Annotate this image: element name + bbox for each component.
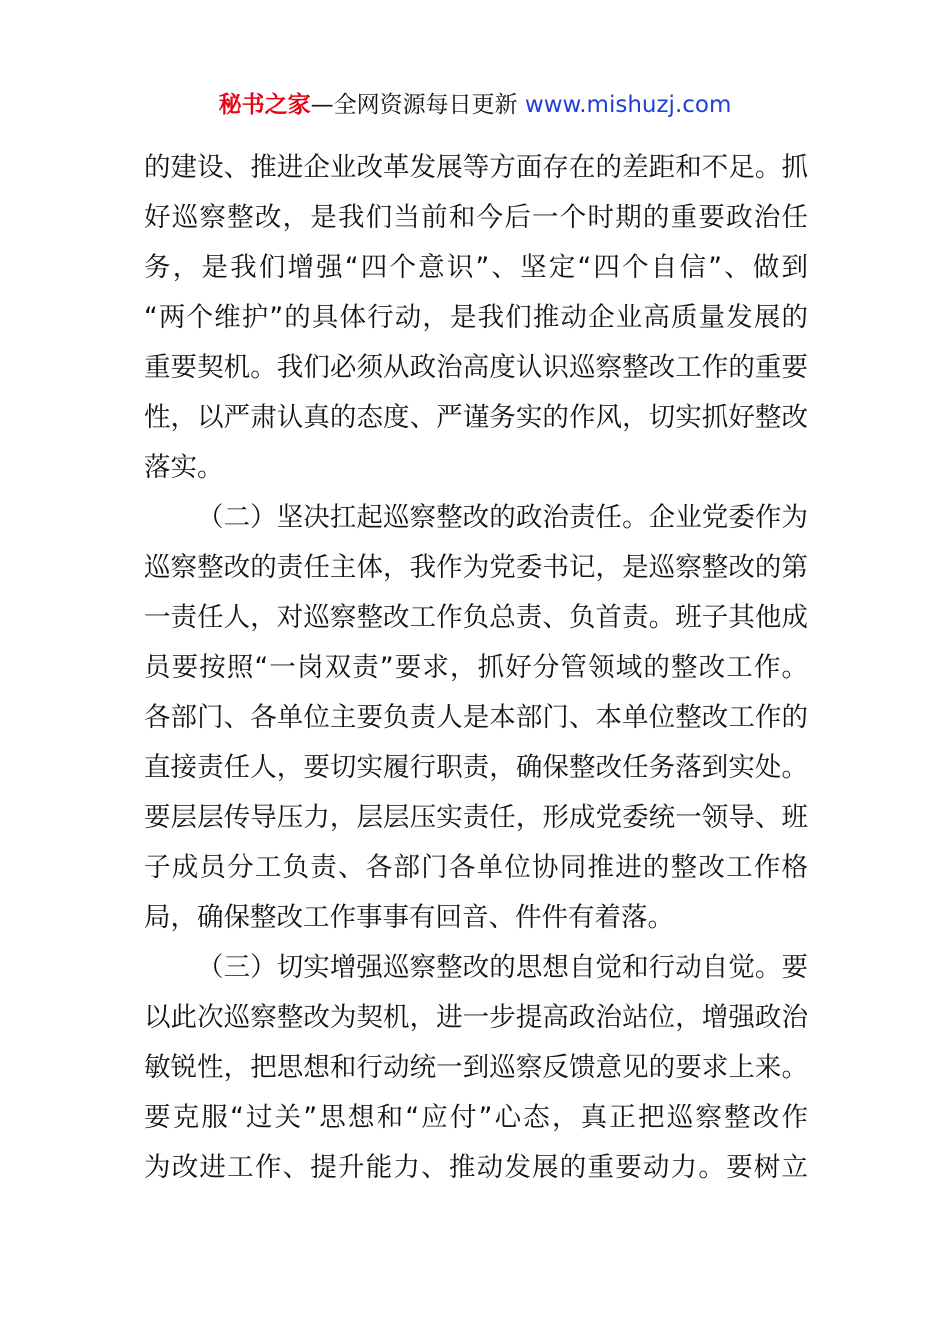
text-line: 员要按照“一岗双责”要求，抓好分管领域的整改工作。 [144, 652, 808, 683]
paragraph-heading-line: （二）坚决扛起巡察整改的政治责任。企业党委作为 [197, 502, 808, 533]
text-line: 好巡察整改，是我们当前和今后一个时期的重要政治任 [144, 202, 808, 233]
text-line: 重要契机。我们必须从政治高度认识巡察整改工作的重要 [144, 352, 808, 383]
text-line: 一责任人，对巡察整改工作负总责、负首责。班子其他成 [144, 602, 808, 633]
text-line: 巡察整改的责任主体，我作为党委书记，是巡察整改的第 [144, 552, 808, 583]
text-line: 以此次巡察整改为契机，进一步提高政治站位，增强政治 [144, 1002, 808, 1033]
site-url-link[interactable]: www.mishuzj.com [524, 92, 732, 118]
document-body [144, 143, 808, 1193]
text-line: 的建设、推进企业改革发展等方面存在的差距和不足。抓 [144, 152, 808, 183]
text-line: 务，是我们增强“四个意识”、坚定“四个自信”、做到 [144, 252, 808, 283]
text-line: 子成员分工负责、各部门各单位协同推进的整改工作格 [144, 852, 808, 883]
text-line: “两个维护”的具体行动，是我们推动企业高质量发展的 [144, 302, 808, 333]
site-header [0, 88, 950, 122]
site-brand: 秘书之家 [218, 92, 311, 118]
text-line: 直接责任人，要切实履行职责，确保整改任务落到实处。 [144, 752, 808, 783]
text-line: 落实。 [144, 452, 224, 483]
text-line: 各部门、各单位主要负责人是本部门、本单位整改工作的 [144, 702, 808, 733]
text-line: 要层层传导压力，层层压实责任，形成党委统一领导、班 [144, 802, 808, 833]
text-line: 性，以严肃认真的态度、严谨务实的作风，切实抓好整改 [144, 402, 808, 433]
text-line: 为改进工作、提升能力、推动发展的重要动力。要树立 [144, 1152, 808, 1183]
text-line: 要克服“过关”思想和“应付”心态，真正把巡察整改作 [144, 1102, 808, 1133]
text-line: 局，确保整改工作事事有回音、件件有着落。 [144, 902, 674, 933]
text-line: 敏锐性，把思想和行动统一到巡察反馈意见的要求上来。 [144, 1052, 808, 1083]
paragraph-heading-line: （三）切实增强巡察整改的思想自觉和行动自觉。要 [197, 952, 808, 983]
site-tagline: —全网资源每日更新 [310, 92, 518, 118]
